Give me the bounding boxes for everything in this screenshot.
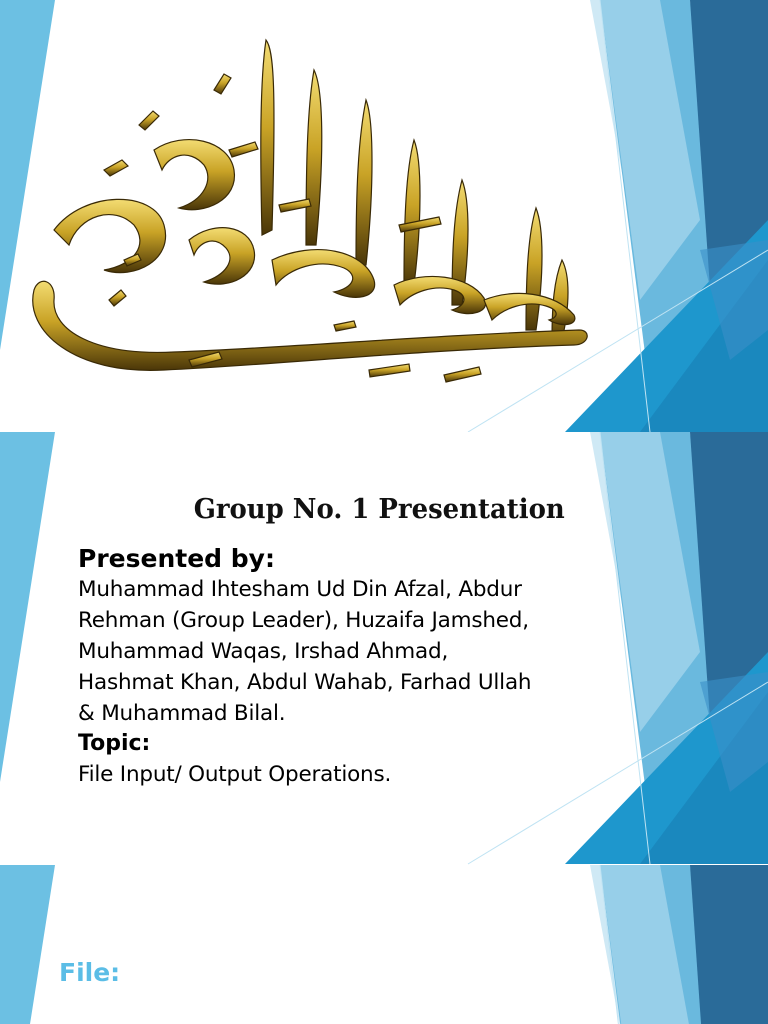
presenters-line: Rehman (Group Leader), Huzaifa Jamshed, xyxy=(78,608,529,633)
presenters-line: Hashmat Khan, Abdul Wahab, Farhad Ullah xyxy=(78,670,532,695)
presenters-line: Muhammad Ihtesham Ud Din Afzal, Abdur xyxy=(78,577,522,602)
presentation-content xyxy=(78,544,648,790)
presentation-title xyxy=(0,494,768,525)
bismillah-calligraphy xyxy=(14,30,604,400)
presented-by-heading: Presented by: xyxy=(78,544,275,573)
presenters-list xyxy=(78,574,648,729)
slide-background-decoration xyxy=(0,865,768,1024)
presenters-line: & Muhammad Bilal. xyxy=(78,701,286,726)
slide-bismillah xyxy=(0,0,768,432)
file-label: File: xyxy=(59,958,121,987)
slide-presentation-details xyxy=(0,432,768,865)
slide-file xyxy=(0,865,768,1024)
presentation-title-text: Group No. 1 Presentation xyxy=(193,494,565,525)
presenters-line: Muhammad Waqas, Irshad Ahmad, xyxy=(78,639,449,664)
topic-text: File Input/ Output Operations. xyxy=(78,762,392,787)
topic-heading: Topic: xyxy=(78,731,151,756)
